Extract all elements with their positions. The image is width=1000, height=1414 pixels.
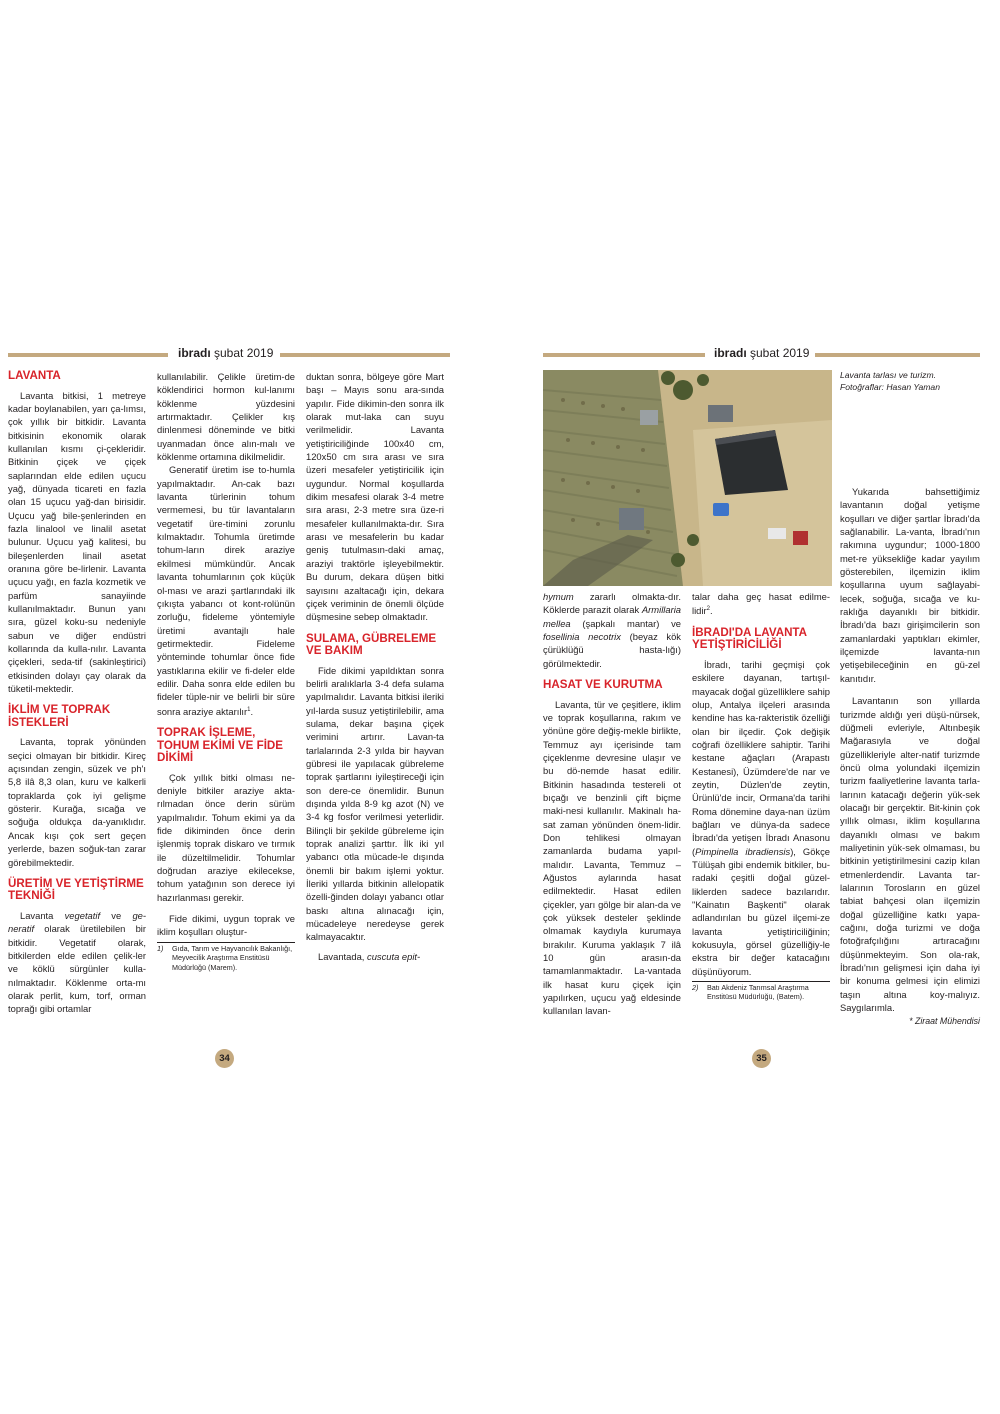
paragraph-zararli: hymum zararlı olmakta-dır. Köklerde parazit olarak Armillaria mellea (şapkalı mantar) ve fosellinia necotrix (beyaz kök çürüklüğü hasta-lığı) görülmektedir. — [543, 591, 681, 669]
left-header-rule-left — [8, 353, 168, 357]
heading-lavanta: LAVANTA — [8, 369, 61, 382]
left-column-3 — [306, 370, 444, 963]
left-header-brand: ibradı — [178, 346, 211, 360]
heading-ibradi-lavanta: İBRADI'DA LAVANTA YETİŞTİRİCİLİĞİ — [692, 625, 807, 652]
caption-line-1: Lavanta tarlası ve turizm. — [840, 370, 937, 380]
footnote-2: 2) Batı Akdeniz Tarımsal Araştırma Enstitüsü Müdürlüğü, (Batem). — [692, 981, 830, 1002]
paragraph-hasat: Lavanta, tür ve çeşitlere, iklim ve toprak koşullarına, rakım ve yönüne göre değiş-mekle birlikte, Temmuz ayı içerisinde tam çiçeklenme devresine ulaşır ve bu dö-nemde hasat edilir. Bitkinin hasadında testereli ot bıçağı ve benzinli çift biçme maki-nesi kullanılır. Makinalı ha-sat zaman yönünden önem-lidir. Don tehlikesi olmayan zamanlarda budama yapıl-malıdır. Lavanta, Temmuz – Ağustos aylarında hasat edilmektedir. Hasat edilen çiçekler, yarı gölge bir alan-da ve çok yüksek desteler şeklinde olmamak kaydıyla kurumaya bırakılır. Kuruma yaklaşık 7 ilâ 10 gün arasın-da tamamlanmaktadır. La-vantada ilk hasat kuru çiçek için yapılırken, uçucu yağ eldesinde kullanılan lavan- — [543, 698, 681, 1017]
right-header-title — [714, 346, 809, 360]
page-number-left: 34 — [215, 1049, 234, 1068]
right-column-2 — [692, 590, 830, 1002]
photo-caption — [840, 370, 980, 393]
paragraph-generatif: Generatif üretim ise to-humla yapılmaktadır. An-cak bazı lavanta türlerinin tohum vermemesi, bu tür lavantaların vegetatif üre-timini zorunlu kılmaktadır. Tohumla üretimde tohum-ların direk araziye ekilmesi mümkündür. Ancak lavanta tohumlarının çok küçük ol-ması ve arazi şartlarındaki ilk çıkışta yabancı ot kont-rolünün zorluğu, fideleme yöntemiyle üretimi avantajlı hale getirmektedir. Fideleme yönteminde tohumlar önce fide yastıklarına ekilir ve fi-deler elde edilir. Daha sonra elde edilen bu fideler tüple-nir ve belirli bir süre sonra araziye aktarılır$^1$. — [157, 464, 295, 717]
right-header-brand: ibradı — [714, 346, 747, 360]
page-number-right: 35 — [752, 1049, 771, 1068]
right-column-1 — [543, 590, 681, 1018]
heading-hasat: HASAT VE KURUTMA — [543, 678, 663, 692]
left-column-1 — [8, 370, 146, 1016]
left-column-2 — [157, 370, 295, 972]
right-header-rule-right — [815, 353, 980, 357]
paragraph-iklim: Lavanta, toprak yönünden seçici olmayan bir bitkidir. Kireç açısından zengin, süzek ve ph'ı 5,8 ilâ 8,3 olan, kuru ve kalkerli topraklarda çok iyi gelişme gösterir. Kurağa, sıcağa ve soğuğa oldukça da-yanıklıdır. Ancak kışı çok sert geçen yerlerde, bazen soğuk-tan zarar görebilmektedir. — [8, 736, 146, 868]
paragraph-gec-hasat: talar daha geç hasat edilme-lidir$^2$. — [692, 591, 830, 617]
paragraph-turizm: Lavantanın son yıllarda turizmde aldığı yeri düşü-nürsek, düğmeli evleriyle, Altınbeşik Mağarasıyla ve doğal güzellikleriyle alter-natif turizmde öncü olma yolundaki ilçemizin turizm faaliyetlerine lavanta tarla-larının katacağı değerin yük-sek olacağı bir gerçektir. Bit-kinin çok yıllık olması, iklim koşullarına dayanıklı olması ve bakım maliyetinin yük-sek olmaması, bu bitkinin yetiştirilmesini cazip kılan etmenlerdendir. Lavanta tar-lalarının Torosların en güzel tabiat bahçesi olan ilçemizin doğal güzelliğine katkı yapa-cağını, doğa turizmi ve doğa fotoğrafçılığını artıracağını düşünmekteyim. Son ola-rak, İbradı'nın gelişmesi için daha iyi bir konuma gelmesi için elimizi taşın altına koy-malıyız. Saygılarımla. — [840, 695, 980, 1014]
heading-uretim: ÜRETİM VE YETİŞTİRME TEKNİĞİ — [8, 876, 144, 903]
left-header-issue: şubat 2019 — [210, 346, 274, 360]
paragraph-toprak-isleme: Çok yıllık bitki olması ne-deniyle bitkiler araziye akta-rılmadan önce derin sürüm yapılmalıdır. Tohum ekimi ya da fide dikiminden önce derin işlenmiş toprak diskaro ve tırmık ile düzeltilmelidir. Tohumlar doğrudan araziye ekilecekse, tohum yatağının son derece iyi hazırlanması gerekir. — [157, 771, 295, 903]
paragraph-cuscuta: Lavantada, cuscuta epit- — [318, 950, 421, 962]
paragraph-sulama: Fide dikimi yapıldıktan sonra belirli aralıklarla 3-4 defa sulama yapılmalıdır. Lavanta bitkisi ileriki yıl-larda susuz yetiştirilebilir, ama sulama, dekar başına çiçek verimini artırır. Lavan-ta tarlalarında 2-3 yılda bir hayvan gübresi ile yapılacak gübreleme toprak şartlarını iyileştireceği için son dere-ce önemlidir. Bunun dışında yılda 8-9 kg azot (N) ve 3-4 kg fosfor verilmesi yeterlidir. Bilinçli bir şekilde gübreleme için toprak analizi şarttır. İlk iki yıl yabancı otla mücade-le dışında önemli bir bakım işlemi yoktur. İleriki yıllarda bitkinin allelopatik özelli-ğinden dolayı yabancı otlar baskı altına alınacağı için, mücadeleye neredeyse gerek kalmayacaktır. — [306, 664, 444, 943]
heading-iklim: İKLİM VE TOPRAK İSTEKLERİ — [8, 703, 111, 729]
heading-toprak-isleme: TOPRAK İŞLEME, TOHUM EKİMİ VE FİDE DİKİMİ — [157, 726, 284, 765]
left-header-title — [178, 346, 273, 360]
right-column-3 — [840, 485, 980, 1029]
paragraph-fide-dikimi: Fide dikimi, uygun toprak ve iklim koşulları oluştur- — [157, 913, 295, 938]
paragraph-ibradi: İbradı, tarihi geçmişi çok eskilere dayanan, tartışıl-mayacak doğal güzelliklere sahip olup, Antalya ilçeleri arasında kendine has ka-rakteristik özelliği olan bir ilçedir. Çok değişik coğrafi özelliklere sahiptir. Tarihi kestane ağaçları (Arapastı Kestanesi), Üzümdere'de nar ve zeytin, Düzlen'de zeytin, Ürünlü'de incir, Ormana'da tarihi Roma dönemine daya-nan üzüm bağları ve dünya-da sadece İbradı'da yetişen İbradı Anasonu (Pimpinella ibradiensis), Gökçe Tülüşah gibi endemik bitkiler, bu-radaki çeşitli doğal güzel-liklerden sadece bazılarıdır. "Kainatın Başkenti" olarak adlandırılan bu güzel ilçemi-ze lavanta yetiştiriciliğinin; kokusuyla, görsel güzelliğiy-le ekstra bir değer katacağını düşünüyorum. — [692, 658, 830, 977]
heading-sulama: SULAMA, GÜBRELEME VE BAKIM — [306, 631, 437, 658]
paragraph-dikim-mesafesi: duktan sonra, bölgeye göre Mart başı – Mayıs sonu ara-sında yapılır. Fide dikimin-den sonra ilk olarak mut-laka can suyu verilmelidir. Lavanta yetiştiriciliğinde 100x40 cm, 120x50 cm sıra arası ve sıra üzeri mesafeler yetiştiricilik için uygundur. Normal koşullarda dikim mesafesi olarak 3-4 metre sıra arası, 2-3 metre sıra üze-ri mesafeler kullanılmakta-dır. Sıra arası ve mesafelerin bu kadar geniş tutulmasın-daki amaç, araziyi traktörle işleyebilmektir. Bu durum, dekara düşen bitki sayısını azaltacağı için, dekara çiçek veriminin de önemli ölçüde düşmesine sebep olmaktadır. — [306, 371, 444, 623]
paragraph-lavanta: Lavanta bitkisi, 1 metreye kadar boylanabilen, yarı ça-lımsı, çok yıllık bir bitkidir. Lavanta bitkisinin ekonomik olarak kullanılan kısmı çi-çekleridir. Bitkinin çiçek ve çiçek saplarından elde edilen uçucu yağ, dünyada ticareti en fazla olan 15 uçucu yağ-dan birisidir. Uçucu yağ bile-şenlerinden en fazla linalool ve linalil asetat bulunur. Uçucu yağ kalitesi, bu bileşenlerden linail asetat oranına göre be-lirlenir. Lavanta uçucu yağı, en fazla kozmetik ve parfüm sanayiinde kullanılmaktadır. Bunun yanı sıra, güzel koku-su nedeniyle sabun ve diğer endüstri kollarında da kulla-nılır. Lavanta çiçekleri, seda-tif (sakinleştirici) etkisinden dolayı çay olarak da tüketil-mektedir. — [8, 389, 146, 695]
caption-line-2: Fotoğraflar: Hasan Yaman — [840, 381, 940, 392]
paragraph-celik: kullanılabilir. Çelikle üretim-de köklendirici hormon kul-lanımı köklenme yüzdesini artırmaktadır. Çelikler kış dinlenmesi döneminde ve bitki uyanmadan önce alın-malı ve köklenme ortamına dikilmelidir. — [157, 371, 295, 463]
right-header-issue: şubat 2019 — [746, 346, 810, 360]
lavender-field-aerial-photo — [543, 370, 832, 586]
footnote-1: 1) Gıda, Tarım ve Hayvancılık Bakanlığı, Meyvecilik Araştırma Enstitüsü Müdürlüğü (Marem). — [157, 942, 295, 972]
left-header-rule-right — [280, 353, 450, 357]
paragraph-uretim: Lavanta vegetatif ve ge-neratif olarak üretilebilen bir bitkidir. Vegetatif olarak, bitkilerden elde edilen çelik-ler ve köklü sürgünler kulla-nılmaktadır. Köklenme orta-mı olarak perlit, kum, torf, orman toprağı gibi ortamlar — [8, 909, 146, 1015]
aerial-photo-image — [543, 370, 832, 586]
right-header-rule-left — [543, 353, 705, 357]
author-signature: * Ziraat Mühendisi — [909, 1016, 980, 1027]
paragraph-yukarida: Yukarıda bahsettiğimiz lavantanın doğal yetişme koşulları ve diğer şartlar İbradı'da sağlanabilir. La-vanta, İbradı'nın rakımına uygundur; 1000-1800 met-re yüksekliğe kadar yayılım gösterebilen, ilçemizin iklim koşullarına uyum sağlayabi-lecek, soğuğa, sıcağa ve ku-raklığa dayanıklı bir bitkidir. İbradı'da bazı girişimcilerin son zamanlardaki yaptıkları ekimler, ilçemizde lavanta-nın yetişebileceğinin en gü-zel kanıtıdır. — [840, 486, 980, 684]
